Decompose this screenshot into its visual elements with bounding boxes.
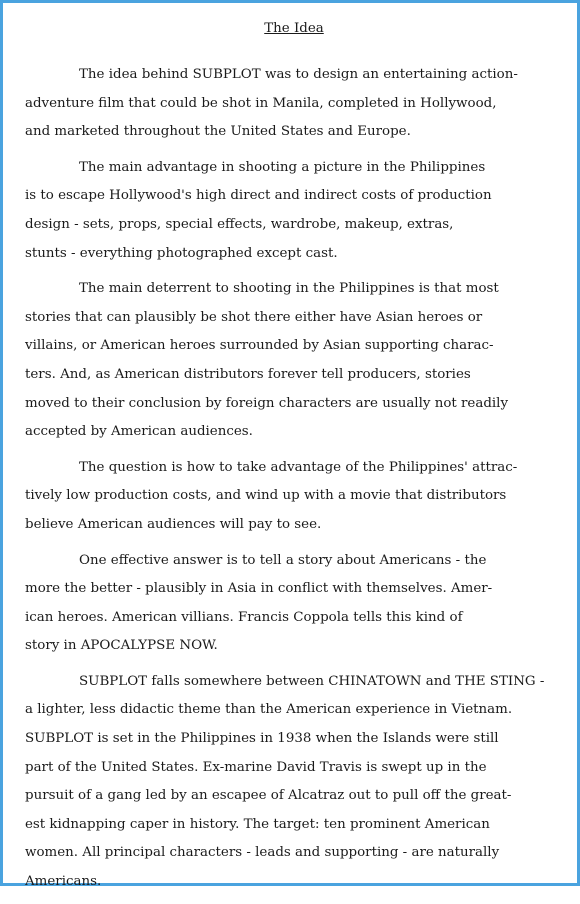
paragraph-2 bbox=[25, 154, 553, 268]
paragraph-line: women. All principal characters - leads and supporting - are naturally bbox=[25, 845, 500, 861]
paragraph-line: The main deterrent to shooting in the Philippines is that most bbox=[79, 281, 499, 297]
paragraph-line: The main advantage in shooting a picture in the Philippines bbox=[79, 159, 486, 175]
paragraph-line: villains, or American heroes surrounded by Asian supporting charac- bbox=[25, 338, 494, 354]
paragraph-line: accepted by American audiences. bbox=[25, 424, 253, 440]
paragraph-line: pursuit of a gang led by an escapee of Alcatraz out to pull off the great- bbox=[25, 788, 512, 804]
paragraph-line: believe American audiences will pay to see. bbox=[25, 516, 322, 532]
paragraph-line: tively low production costs, and wind up with a movie that distributors bbox=[25, 488, 507, 504]
paragraph-line: Americans. bbox=[25, 874, 102, 890]
paragraph-line: design - sets, props, special effects, wardrobe, makeup, extras, bbox=[25, 216, 454, 232]
paragraph-line: ican heroes. American villians. Francis Coppola tells this kind of bbox=[25, 609, 463, 625]
paragraph-line: more the better - plausibly in Asia in conflict with themselves. Amer- bbox=[25, 581, 493, 597]
paragraph-line: The question is how to take advantage of the Philippines' attrac- bbox=[79, 459, 518, 475]
paragraph-line: is to escape Hollywood's high direct and indirect costs of production bbox=[25, 188, 492, 204]
paragraph-line: est kidnapping caper in history. The target: ten prominent American bbox=[25, 816, 490, 832]
document-page bbox=[25, 19, 553, 904]
paragraph-5 bbox=[25, 547, 553, 661]
paragraph-line: story in APOCALYPSE NOW. bbox=[25, 638, 218, 654]
paragraph-line: ters. And, as American distributors forever tell producers, stories bbox=[25, 366, 471, 382]
paragraph-line: One effective answer is to tell a story about Americans - the bbox=[79, 552, 487, 568]
paragraph-1 bbox=[25, 61, 553, 147]
paragraph-line: The idea behind SUBPLOT was to design an entertaining action- bbox=[79, 67, 518, 82]
paragraph-line: part of the United States. Ex-marine David Travis is swept up in the bbox=[25, 759, 487, 775]
paragraph-line: a lighter, less didactic theme than the American experience in Vietnam. bbox=[25, 702, 513, 718]
paragraph-line: moved to their conclusion by foreign characters are usually not readily bbox=[25, 395, 509, 411]
paragraph-3 bbox=[25, 275, 553, 447]
paragraph-line: and marketed throughout the United States and Europe. bbox=[25, 124, 411, 140]
paragraph-line: adventure film that could be shot in Manila, completed in Hollywood, bbox=[25, 95, 497, 111]
paragraph-line: SUBPLOT falls somewhere between CHINATOWN and THE STING - bbox=[79, 673, 545, 689]
paragraph-line: stories that can plausibly be shot there either have Asian heroes or bbox=[25, 309, 483, 325]
paragraph-line: SUBPLOT is set in the Philippines in 1938 when the Islands were still bbox=[25, 731, 499, 747]
paragraph-line: stunts - everything photographed except cast. bbox=[25, 245, 338, 261]
paragraph-6 bbox=[25, 668, 553, 897]
paragraph-4 bbox=[25, 454, 553, 540]
document-title: The Idea bbox=[264, 21, 324, 36]
